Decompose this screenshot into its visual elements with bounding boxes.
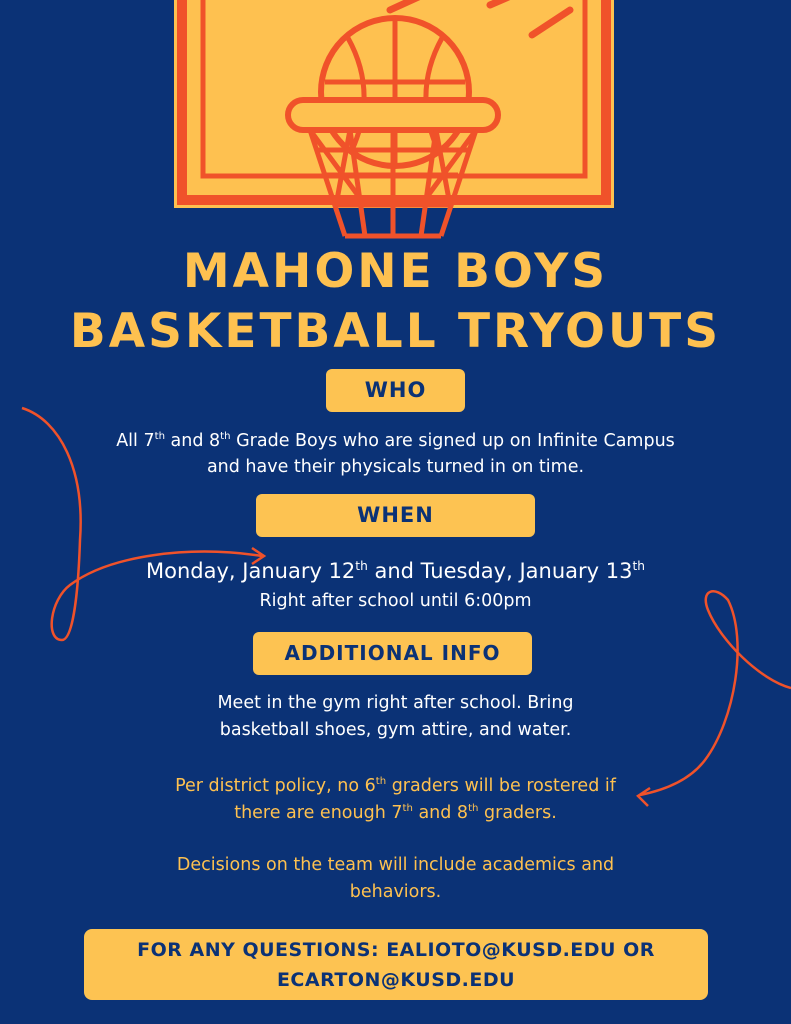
basketball-hoop-icon xyxy=(174,0,614,236)
when-heading: WHEN xyxy=(256,494,535,537)
who-line-2: and have their physicals turned in on time. xyxy=(206,457,585,477)
who-heading: WHO xyxy=(326,369,465,412)
additional-info-heading: ADDITIONAL INFO xyxy=(253,632,532,675)
additional-line-1: Meet in the gym right after school. Bring xyxy=(217,693,574,713)
who-line-1: All 7th and 8th Grade Boys who are signed up on Infinite Campus xyxy=(116,431,675,451)
contact-box xyxy=(84,929,708,1000)
when-dates: Monday, January 12th and Tuesday, January 13th xyxy=(146,559,645,583)
policy-line-2: there are enough 7th and 8th graders. xyxy=(234,803,557,823)
decisions-line-1: Decisions on the team will include academics and xyxy=(176,855,615,875)
decisions-line-2: behaviors. xyxy=(349,882,442,902)
contact-line-1: FOR ANY QUESTIONS: EALIOTO@KUSD.EDU OR xyxy=(137,938,655,961)
contact-line-2: ECARTON@KUSD.EDU xyxy=(276,968,516,991)
title-line-2: BASKETBALL TRYOUTS xyxy=(69,304,722,359)
title-line-1: MAHONE BOYS xyxy=(182,244,609,299)
policy-line-1: Per district policy, no 6th graders will be rostered if xyxy=(175,776,616,796)
additional-line-2: basketball shoes, gym attire, and water. xyxy=(219,720,572,740)
when-time: Right after school until 6:00pm xyxy=(259,591,532,611)
